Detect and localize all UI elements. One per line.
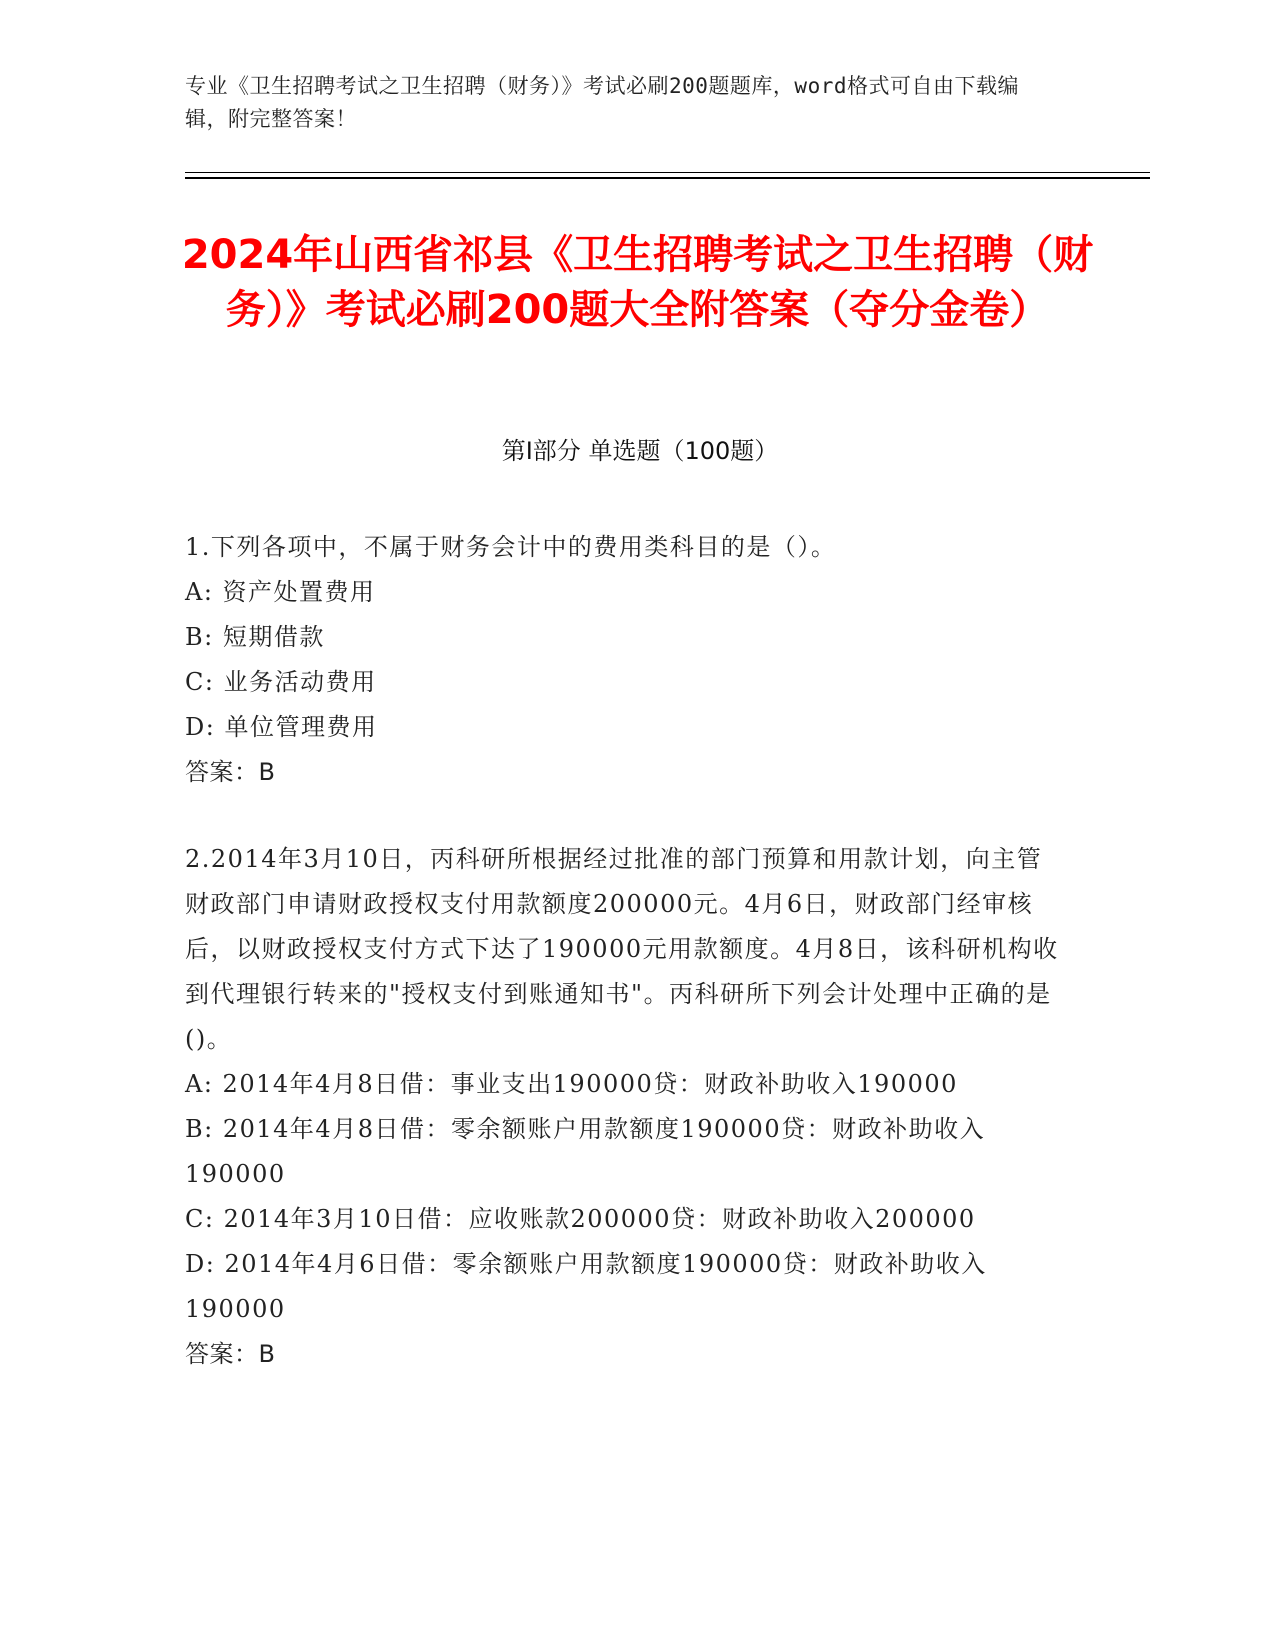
option-b: B: 2014年4月8日借：零余额账户用款额度190000贷：财政补助收入190000	[185, 1115, 986, 1188]
answer: 答案：B	[185, 758, 276, 786]
option-c: C: 2014年3月10日借：应收账款200000贷：财政补助收入200000	[185, 1205, 976, 1233]
option-c: C: 业务活动费用	[185, 668, 377, 696]
header-divider-thick	[185, 177, 1150, 179]
answer: 答案：B	[185, 1340, 276, 1368]
option-d: D: 2014年4月6日借：零余额账户用款额度190000贷：财政补助收入190000	[185, 1250, 987, 1323]
option-d: D: 单位管理费用	[185, 713, 378, 741]
question-1	[185, 525, 1065, 795]
section-title: 第Ⅰ部分 单选题（100题）	[501, 437, 779, 465]
question-spacer	[185, 795, 1065, 837]
option-a: A: 资产处置费用	[185, 578, 376, 606]
option-a: A: 2014年4月8日借：事业支出190000贷：财政补助收入190000	[185, 1070, 958, 1098]
option-b: B: 短期借款	[185, 623, 325, 651]
question-list	[185, 525, 1065, 1377]
document-title: 2024年山西省祁县《卫生招聘考试之卫生招聘（财务）》考试必刷200题大全附答案（夺分金卷）	[181, 232, 1094, 333]
header-note: 专业《卫生招聘考试之卫生招聘（财务）》考试必刷200题题库，word格式可自由下载编辑，附完整答案！	[185, 74, 1019, 131]
question-stem: 1.下列各项中，不属于财务会计中的费用类科目的是（）。	[185, 533, 837, 561]
question-2	[185, 837, 1065, 1377]
header-divider-thin	[185, 172, 1150, 173]
question-stem: 2.2014年3月10日，丙科研所根据经过批准的部门预算和用款计划，向主管财政部门申请财政授权支付用款额度200000元。4月6日，财政部门经审核后，以财政授权支付方式下达了190000元用款额度。4月8日，该科研机构收到代理银行转来的"授权支付到账通知书"。丙科研所下列会计处理中正确的是()。	[185, 845, 1059, 1053]
